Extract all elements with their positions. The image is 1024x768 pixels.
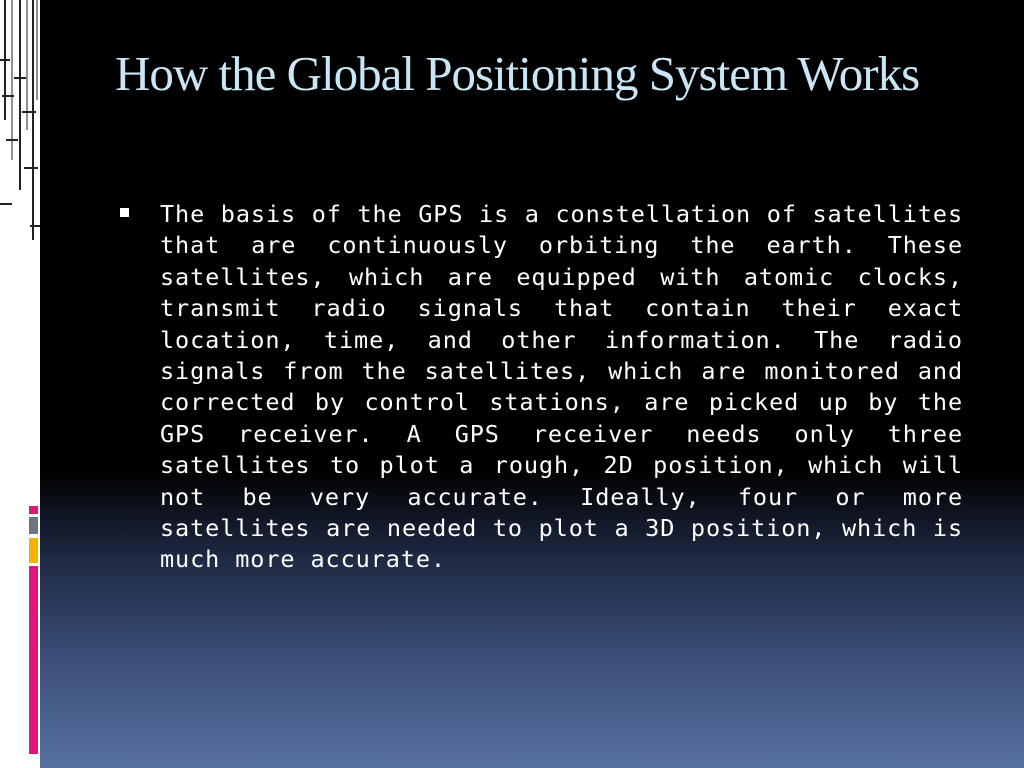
bullet-list xyxy=(118,199,963,576)
bullet-item xyxy=(118,199,963,576)
square-bullet-icon xyxy=(120,208,129,217)
decorative-stripes xyxy=(0,0,40,768)
slide-title: How the Global Positioning System Works xyxy=(115,46,920,101)
bullet-text: The basis of the GPS is a constellation of satellites that are continuously orbiting the earth. These satellites, which are equipped with atomic clocks, transmit radio signals that contain their exact location, time, and other information. The radio signals from the satellites, which are monitored and corrected by control stations, are picked up by the GPS receiver. A GPS receiver needs only three satellites to plot a rough, 2D position, which will not be very accurate. Ideally, four or more satellites are needed to plot a 3D position, which is much more accurate. xyxy=(160,200,963,574)
